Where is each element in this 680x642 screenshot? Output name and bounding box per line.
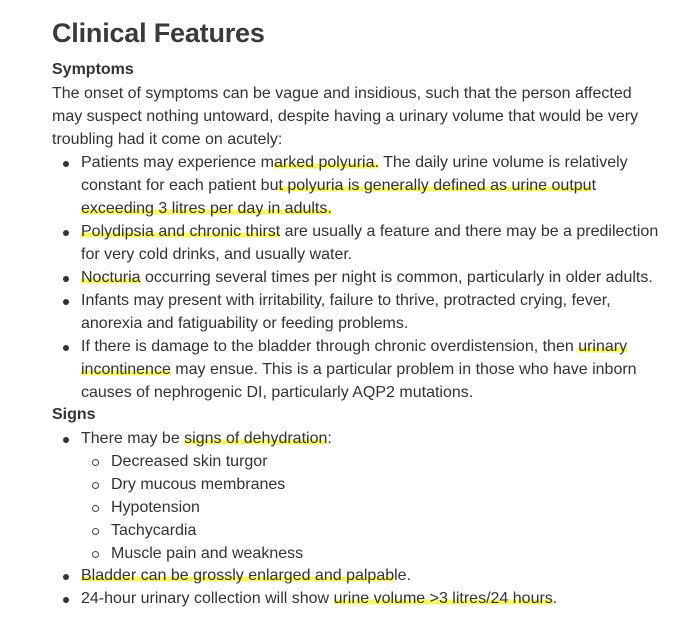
sub-bullet-circle	[92, 459, 99, 466]
list-item-dehydration	[81, 428, 332, 451]
sub-list-item: Decreased skin turgor	[111, 453, 268, 470]
text: occurring several times per night is common, particularly in older adults.	[140, 269, 653, 286]
list-item-nocturia	[81, 267, 653, 290]
highlight: signs of dehydration	[184, 430, 328, 447]
sub-list-item: Dry mucous membranes	[111, 476, 286, 493]
highlight: urinary	[578, 338, 628, 355]
list-item-incontinence	[81, 336, 627, 359]
sub-bullet-circle	[92, 528, 99, 535]
sub-bullet-circle	[92, 505, 99, 512]
list-item-polyuria-line-2	[81, 175, 596, 198]
highlight: Nocturia	[81, 269, 141, 286]
text: .	[552, 590, 558, 607]
intro-line-3: troubling had it come on acutely:	[52, 131, 283, 148]
sub-bullet-circle	[92, 551, 99, 558]
sub-list-item: Hypotension	[111, 499, 200, 516]
text: may ensue. This is a particular problem in those who have inborn	[170, 361, 637, 378]
text: The daily urine volume is relatively	[378, 154, 628, 171]
list-item-polyuria-line-3	[81, 198, 332, 221]
intro-line-2: may suspect nothing untoward, despite having a urinary volume that would be very	[52, 108, 639, 125]
list-item-incontinence-line-2	[81, 359, 637, 382]
list-item-infants-line-2: anorexia and fatiguability or feeding problems.	[81, 315, 409, 332]
sub-bullet-circle	[92, 482, 99, 489]
text: :	[327, 430, 332, 447]
list-item-polydipsia	[81, 221, 658, 244]
text: le.	[394, 567, 412, 584]
page-title: Clinical Features	[52, 18, 265, 48]
bullet-dot	[63, 437, 69, 443]
list-item-incontinence-line-3: causes of nephrogenic DI, particularly AQP2 mutations.	[81, 384, 474, 401]
text: Patients may experience m	[81, 154, 274, 171]
text: There may be	[81, 430, 185, 447]
bullet-dot	[63, 345, 69, 351]
text: constant for each patient bu	[81, 177, 279, 194]
bullet-dot	[63, 574, 69, 580]
sub-list-item: Tachycardia	[111, 522, 197, 539]
highlight: incontinence	[81, 361, 171, 378]
intro-line-1: The onset of symptoms can be vague and insidious, such that the person affected	[52, 85, 632, 102]
symptoms-heading: Symptoms	[52, 61, 134, 78]
highlight: Bladder can be grossly enlarged and palpab	[81, 567, 395, 584]
text: are usually a feature and there may be a predilection	[280, 223, 659, 240]
signs-heading: Signs	[52, 406, 96, 423]
bullet-dot	[63, 230, 69, 236]
text: 24-hour urinary collection will show	[81, 590, 334, 607]
highlight: arked polyuria.	[273, 154, 379, 171]
highlight: t polyuria is generally defined as urine outpu	[278, 177, 592, 194]
text: t	[591, 177, 597, 194]
bullet-dot	[63, 161, 69, 167]
sub-list-item: Muscle pain and weakness	[111, 545, 304, 562]
highlight: exceeding 3 litres per day in adults.	[81, 200, 332, 217]
highlight: Polydipsia and chronic thirst	[81, 223, 281, 240]
list-item-bladder	[81, 565, 411, 588]
highlight: urine volume >3 litres/24 hours	[333, 590, 553, 607]
list-item-polydipsia-line-2: for very cold drinks, and usually water.	[81, 246, 353, 263]
list-item-urine-collection	[81, 588, 557, 611]
list-item-infants: Infants may present with irritability, failure to thrive, protracted crying, fever,	[81, 292, 611, 309]
list-item-polyuria	[81, 152, 628, 175]
text: If there is damage to the bladder through chronic overdistension, then	[81, 338, 579, 355]
bullet-dot	[63, 597, 69, 603]
bullet-dot	[63, 299, 69, 305]
bullet-dot	[63, 276, 69, 282]
